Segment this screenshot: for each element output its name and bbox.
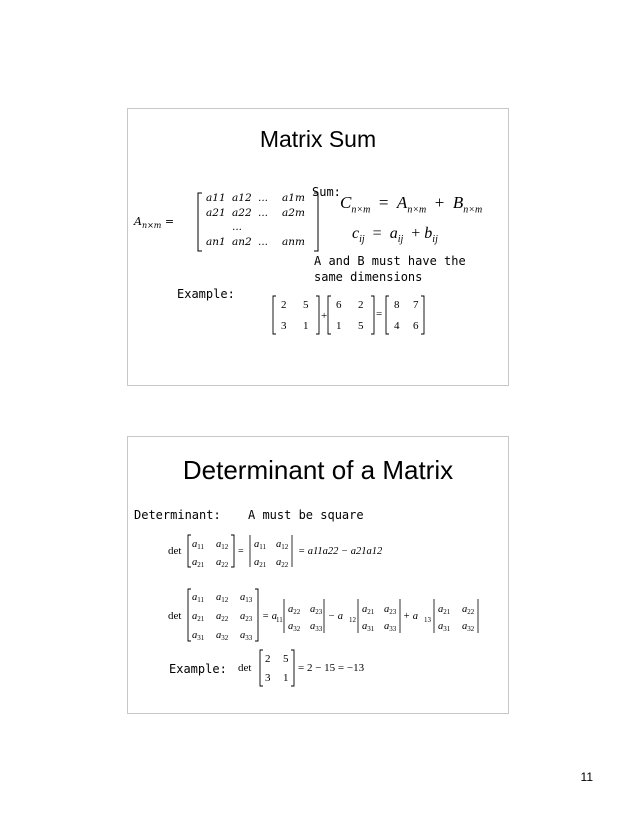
det2-matrix-entry: a22	[216, 557, 229, 569]
det2-bars-entry: a11	[254, 539, 266, 551]
minor1-entry: a23	[310, 604, 323, 616]
det-operator: det	[168, 545, 182, 557]
sum-formula: $C_{n\times m} = A_{n\times m} + B_{n\times m}$	[340, 193, 483, 216]
generic-matrix-entry: a12	[232, 192, 252, 204]
plus-a: + a	[403, 611, 418, 622]
generic-matrix-entry: ...	[258, 206, 269, 219]
example-matrix-entry: 1	[283, 672, 289, 684]
det3-matrix-entry: a22	[216, 611, 229, 623]
svg-text:2: 2	[358, 299, 364, 311]
svg-text:6: 6	[336, 299, 342, 311]
minor1-entry: a32	[288, 621, 301, 633]
det3-matrix-entry: a12	[216, 592, 229, 604]
minor2-entry: a21	[362, 604, 375, 616]
minor3-entry: a21	[438, 604, 451, 616]
determinant-3x3-expansion	[168, 587, 498, 643]
minor2-entry: a31	[362, 621, 375, 633]
generic-matrix-entry: an2	[232, 235, 252, 248]
generic-matrix-entries	[206, 192, 308, 250]
dimension-note-line2: same dimensions	[314, 270, 423, 284]
equals-sign: =	[376, 308, 383, 320]
coef-12: 12	[349, 616, 356, 624]
example-matrix-1	[273, 296, 319, 334]
minus-a: − a	[328, 611, 343, 622]
svg-text:1: 1	[336, 320, 342, 332]
generic-matrix-row	[206, 207, 308, 222]
generic-matrix-row	[206, 236, 308, 251]
page-number: 11	[580, 770, 593, 784]
matrix-name: A	[134, 215, 142, 228]
generic-matrix-entry: ...	[258, 192, 269, 204]
minor2-entry: a23	[384, 604, 397, 616]
svg-text:5: 5	[303, 299, 309, 311]
example-matrix-result-right	[411, 295, 431, 335]
det3-matrix-entry: a23	[240, 611, 253, 623]
minor2-entry: a33	[384, 621, 397, 633]
generic-matrix-entry: an1	[206, 235, 226, 248]
det2-matrix-entry: a21	[192, 557, 205, 569]
example-label: Example:	[169, 662, 227, 676]
example-matrix-2	[328, 296, 374, 334]
slide-title: Determinant of a Matrix	[182, 455, 454, 485]
slide-determinant	[127, 436, 509, 714]
equals-sign: =	[238, 546, 244, 557]
example-matrix-result	[386, 296, 400, 334]
svg-text:1: 1	[303, 320, 309, 332]
coef-13: 13	[424, 616, 431, 624]
generic-matrix-entry: ...	[258, 235, 269, 248]
determinant-label: Determinant:	[134, 508, 221, 522]
element-formula: $c_{ij} = a_{ij} + b_{ij}$	[352, 225, 438, 246]
generic-matrix-entry: ...	[232, 221, 243, 233]
det3-matrix-entry: a31	[192, 630, 205, 642]
svg-text:8: 8	[394, 299, 400, 311]
determinant-example	[238, 648, 438, 688]
equals-sign: =	[164, 215, 175, 228]
det2-matrix-entry: a12	[216, 539, 229, 551]
determinant-2x2-formula	[168, 533, 498, 569]
det-operator: det	[238, 662, 252, 674]
det-operator: det	[168, 610, 182, 622]
det2-matrix-entry: a11	[192, 539, 204, 551]
minor1-entry: a22	[288, 604, 301, 616]
minor3-entry: a32	[462, 621, 475, 633]
svg-text:7: 7	[413, 299, 419, 311]
example-sum-equation	[271, 295, 411, 335]
coef-11: 11	[276, 616, 283, 624]
sum-label: Sum:	[312, 185, 341, 199]
example-result: = 2 − 15 = −13	[298, 662, 365, 674]
det3-matrix-entry: a11	[192, 592, 204, 604]
generic-matrix-definition: $A_{n\times m}$ = a11 a12 ... a1m a21 a22 ... a2m ... an1 an2 ... anm	[134, 191, 324, 251]
example-matrix-entry: 2	[265, 653, 271, 665]
det2-bars-entry: a12	[276, 539, 289, 551]
svg-text:6: 6	[413, 320, 419, 332]
svg-text:5: 5	[358, 320, 364, 332]
slide-title: Matrix Sum	[259, 126, 377, 152]
generic-matrix-entry: a2m	[282, 206, 305, 219]
slide-matrix-sum	[127, 108, 509, 386]
generic-matrix-entry: a21	[206, 206, 226, 219]
det2-expansion: = a11a22 − a21a12	[298, 546, 383, 557]
generic-matrix-entry: anm	[282, 235, 305, 248]
generic-matrix-entry: a1m	[282, 192, 305, 204]
example-matrix-entry: 3	[265, 672, 271, 684]
svg-text:2: 2	[281, 299, 287, 311]
plus-sign: +	[321, 310, 328, 322]
svg-text:3: 3	[281, 320, 287, 332]
generic-matrix-entry: a11	[206, 192, 226, 204]
dimension-note-line1: A and B must have the	[314, 254, 466, 268]
det3-matrix-entry: a13	[240, 592, 253, 604]
minor1-entry: a33	[310, 621, 323, 633]
det2-bars-entry: a22	[276, 557, 289, 569]
det3-matrix-entry: a33	[240, 630, 253, 642]
det3-matrix-entry: a32	[216, 630, 229, 642]
generic-matrix-row	[206, 192, 308, 207]
equals-a: = a	[262, 611, 277, 622]
minor3-entry: a31	[438, 621, 451, 633]
generic-matrix-entry: a22	[232, 206, 252, 219]
square-requirement: A must be square	[248, 508, 364, 522]
minor3-entry: a22	[462, 604, 475, 616]
example-label: Example:	[177, 287, 235, 301]
svg-text:4: 4	[394, 320, 400, 332]
generic-matrix-row	[206, 221, 308, 236]
det3-matrix-entry: a21	[192, 611, 205, 623]
example-matrix-entry: 5	[283, 653, 289, 665]
det2-bars-entry: a21	[254, 557, 267, 569]
